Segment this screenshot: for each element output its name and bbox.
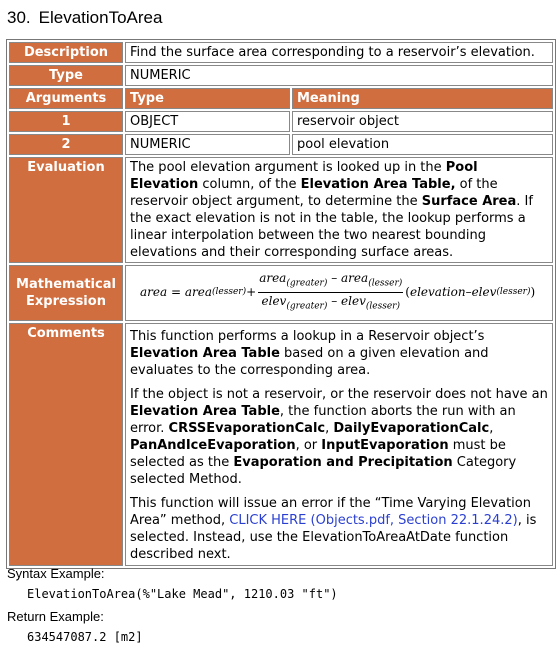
math-paren: ( [405,285,410,300]
math-term: area [184,285,213,300]
comment-text: This function will issue an error if the “Time Varying Elevation Area” method, [130,495,531,528]
comment-paragraph [130,328,548,379]
comment-text: , is selected. Instead, use the ElevationToAreaAtDate function described next. [130,512,537,562]
comment-text: , the function aborts the run with an error. [130,403,516,436]
comment-text: This function performs a lookup in a Reservoir object’s [130,328,485,344]
return-example-label: Return Example: [7,609,104,624]
comment-bold: DailyEvaporationCalc [333,420,490,436]
eval-bold: Elevation Area Table, [300,177,456,192]
math-term: area [259,271,287,285]
math-denominator [261,293,401,315]
math-op: – [465,285,472,300]
description-row [9,42,553,63]
evaluation-label: Evaluation [9,157,123,263]
eval-text: . If the exact elevation is not in the table, the lookup performs a linear interpolation between the two nearest bounding elevations and their corresponding surface areas. [130,194,533,260]
math-fraction [258,270,403,316]
math-row [9,265,553,321]
argument-meaning: reservoir object [292,111,553,132]
eval-text: of the reservoir object argument, to determine the [130,177,498,209]
objects-section-link[interactable]: CLICK HERE (Objects.pdf, Section 22.1.24.2) [229,512,518,528]
arguments-label: Arguments [9,88,123,109]
comment-paragraph [130,386,548,488]
comment-bold: InputEvaporation [321,437,449,453]
evaluation-row [9,157,553,263]
return-example-code: 634547087.2 [m2] [27,630,143,644]
argument-index: 1 [9,111,123,132]
comment-bold: Evaporation and Precipitation [233,454,453,470]
comments-text [125,323,553,566]
function-spec-table [6,39,556,569]
syntax-example-label: Syntax Example: [7,566,105,581]
type-row [9,65,553,86]
arg-meaning-header: Meaning [292,88,553,109]
argument-index: 2 [9,134,123,155]
math-numerator [258,270,403,293]
math-formula [130,267,548,319]
type-value: NUMERIC [125,65,553,86]
argument-type: OBJECT [125,111,290,132]
comment-text: must be selected as the [130,437,506,470]
eval-text: column, of the [198,177,301,192]
comment-text: , [489,420,494,436]
math-op: = [170,285,182,300]
math-op: – [331,271,338,285]
argument-type: NUMERIC [125,134,290,155]
comment-bold: Elevation Area Table [130,345,280,361]
function-title [7,8,162,28]
comment-paragraph [130,495,548,563]
math-sub: (lesser) [368,278,403,289]
math-sub: (greater) [286,301,328,312]
description-text: Find the surface area corresponding to a reservoir’s elevation. [125,42,553,63]
eval-bold: Pool Elevation [130,160,478,192]
section-number: 30. [7,8,31,27]
function-name: ElevationToArea [38,8,163,27]
comments-label: Comments [9,323,123,566]
comment-text: If the object is not a reservoir, or the reservoir does not have an [130,386,548,402]
comments-row [9,323,553,566]
math-term: elev [261,294,287,309]
evaluation-text [125,157,553,263]
comment-text: Category selected Method. [130,454,517,487]
math-expression [125,265,553,321]
math-sub: (lesser) [496,287,531,298]
eval-text: The pool elevation argument is looked up in the [130,160,446,175]
comment-text: , [325,420,334,436]
comment-bold: Elevation Area Table [130,403,280,419]
math-term: area [341,271,369,285]
math-label: Mathematical Expression [9,265,123,321]
math-term: elev [341,294,366,309]
math-sub: (lesser) [365,301,400,312]
math-term: area [140,285,168,300]
argument-row [9,134,553,155]
eval-bold: Surface Area [421,194,517,209]
math-term: elev [471,285,497,300]
math-term: elevation [409,285,466,300]
math-op: + [246,285,257,300]
comment-bold: CRSSEvaporationCalc [168,420,326,436]
description-label: Description [9,42,123,63]
comment-text: , or [295,437,322,453]
argument-meaning: pool elevation [292,134,553,155]
syntax-example-code: ElevationToArea(%"Lake Mead", 1210.03 "ft") [27,587,338,601]
math-op: – [331,294,338,309]
type-label: Type [9,65,123,86]
comment-bold: PanAndIceEvaporation [130,437,296,453]
arg-type-header: Type [125,88,290,109]
math-sub: (greater) [286,278,328,289]
argument-row [9,111,553,132]
math-sub: (lesser) [212,287,247,298]
comment-text: based on a given elevation and evaluates to the corresponding area. [130,345,489,378]
math-paren: ) [530,285,536,300]
arguments-header-row [9,88,553,109]
